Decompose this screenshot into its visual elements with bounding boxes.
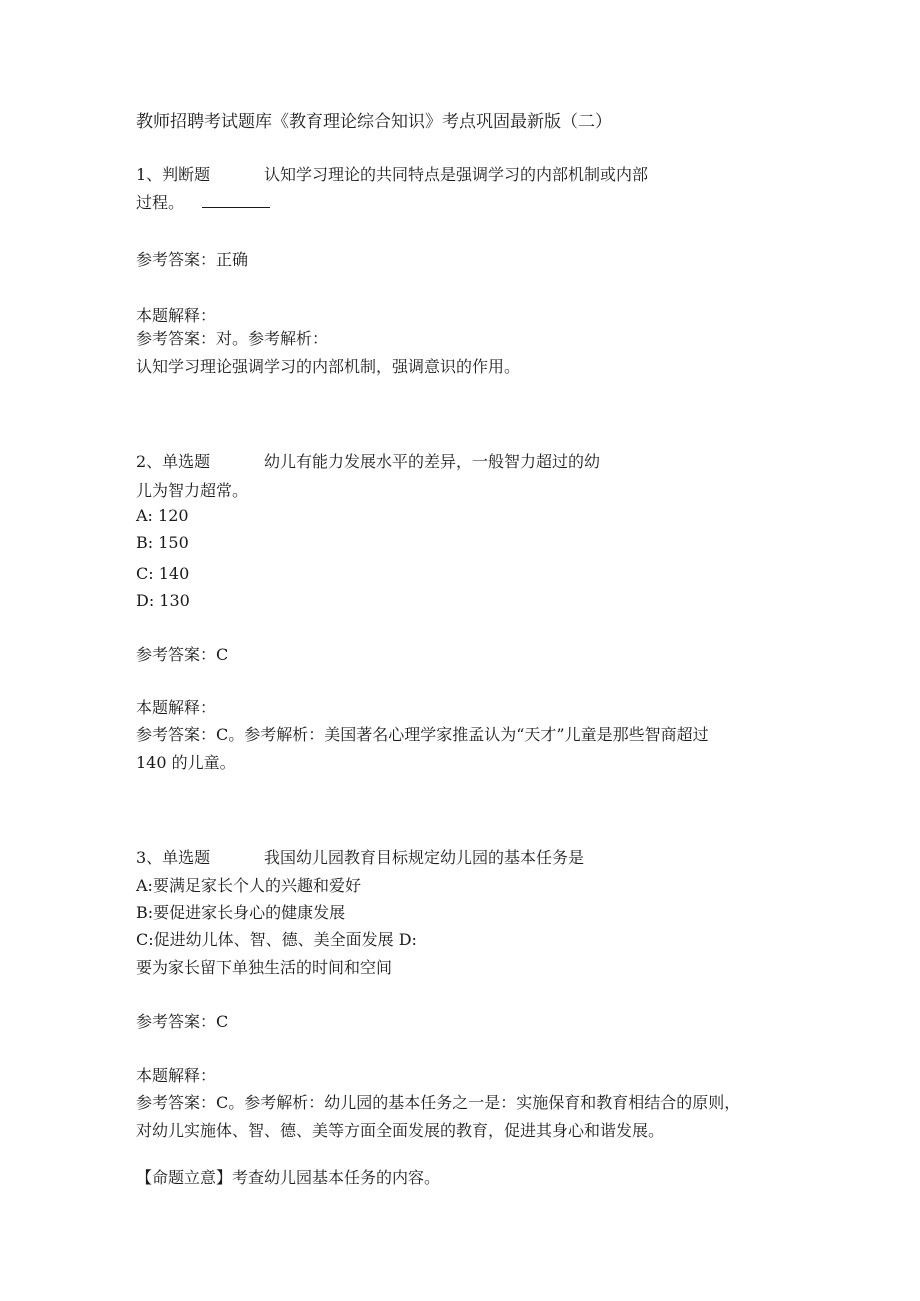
question-1-explanation-label: 本题解释： (136, 306, 217, 325)
question-type: 2、单选题 (136, 452, 211, 471)
question-3-explanation: 对幼儿实施体、智、德、美等方面全面发展的教育，促进其身心和谐发展。 (136, 1121, 665, 1140)
question-2-stem (136, 452, 600, 472)
option-d: D: 130 (136, 591, 190, 610)
question-1-stem (136, 165, 648, 185)
question-1-explanation: 认知学习理论强调学习的内部机制，强调意识的作用。 (136, 357, 521, 376)
question-type: 1、判断题 (136, 165, 211, 184)
option-c-d: C:促进幼儿体、智、德、美全面发展 D: (136, 930, 417, 949)
question-1-answer: 参考答案：正确 (136, 250, 249, 269)
question-text: 我国幼儿园教育目标规定幼儿园的基本任务是 (264, 848, 585, 867)
option-a: A: 120 (136, 506, 189, 525)
option-b: B:要促进家长身心的健康发展 (136, 903, 346, 922)
question-2-explanation-label: 本题解释： (136, 698, 217, 717)
answer-blank (202, 193, 270, 208)
question-3-explanation-label: 本题解释： (136, 1066, 217, 1085)
question-3-answer: 参考答案：C (136, 1012, 229, 1031)
option-a: A:要满足家长个人的兴趣和爱好 (136, 876, 361, 895)
question-2-answer: 参考答案：C (136, 645, 229, 664)
option-c: C: 140 (136, 564, 190, 583)
question-1-stem-continued (136, 193, 270, 213)
question-text: 幼儿有能力发展水平的差异，一般智力超过的幼 (264, 452, 601, 471)
option-d-text: 要为家长留下单独生活的时间和空间 (136, 958, 393, 977)
question-1-explanation: 参考答案：对。参考解析： (136, 329, 329, 348)
question-3-explanation: 参考答案：C。参考解析：幼儿园的基本任务之一是：实施保育和教育相结合的原则， (136, 1093, 741, 1112)
question-2-stem-continued: 儿为智力超常。 (136, 481, 249, 500)
question-2-explanation: 140 的儿童。 (136, 753, 236, 772)
page-title: 教师招聘考试题库《教育理论综合知识》考点巩固最新版（二） (136, 112, 612, 132)
question-3-stem (136, 848, 584, 868)
question-text: 过程。 (136, 193, 185, 212)
option-b: B: 150 (136, 533, 189, 552)
question-type: 3、单选题 (136, 848, 211, 867)
question-2-explanation: 参考答案：C。参考解析：美国著名心理学家推孟认为“天才”儿童是那些智商超过 (136, 725, 709, 744)
question-text: 认知学习理论的共同特点是强调学习的内部机制或内部 (264, 165, 649, 184)
question-3-note: 【命题立意】考查幼儿园基本任务的内容。 (136, 1168, 441, 1187)
